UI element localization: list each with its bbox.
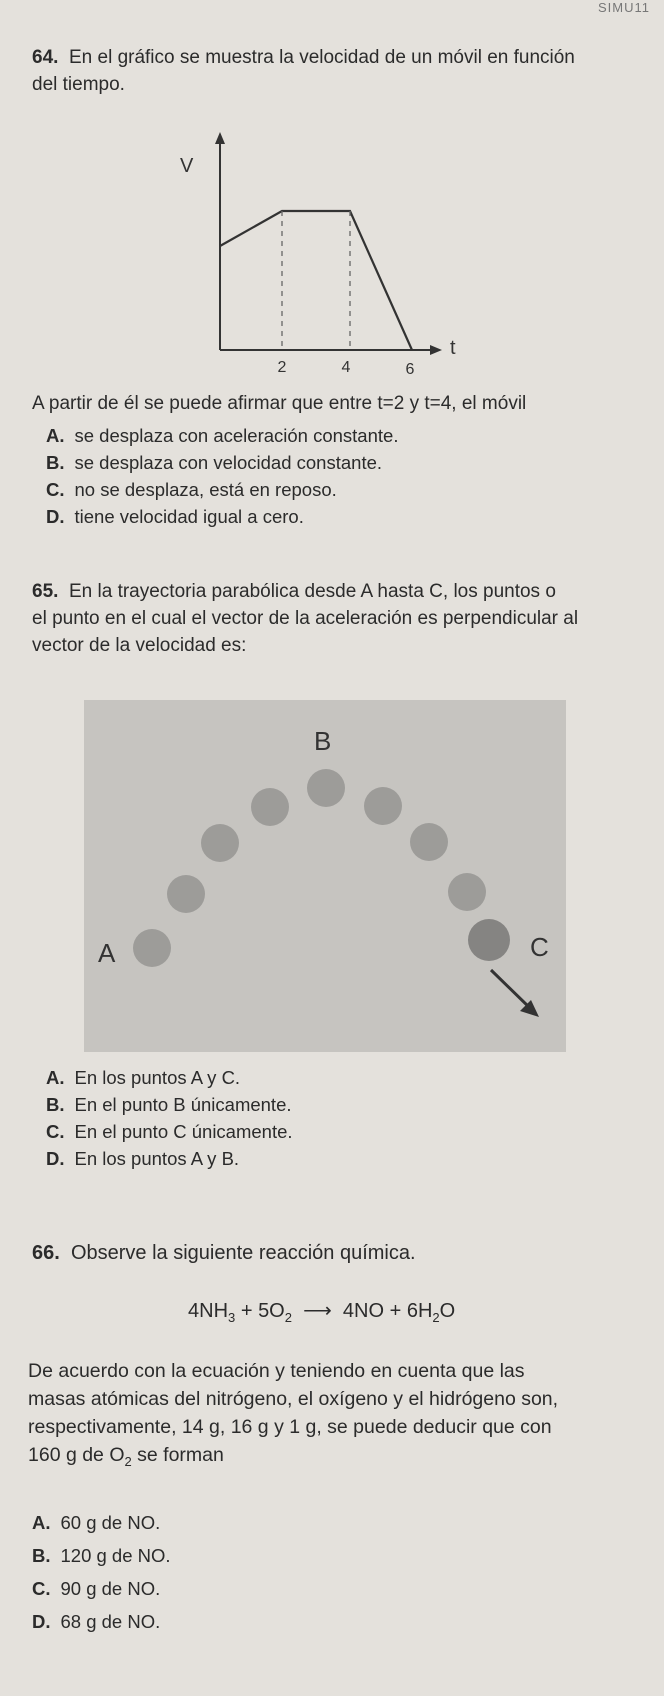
trajectory-ball-c [468, 919, 510, 961]
t-axis-arrow [430, 345, 442, 355]
trajectory-ball [448, 873, 486, 911]
q65-option-c[interactable]: C. En el punto C únicamente. [46, 1121, 293, 1142]
q65-number: 65. [32, 581, 59, 602]
page-code: SIMU11 [598, 0, 650, 15]
trajectory-ball [410, 823, 448, 861]
q65-options [46, 1064, 293, 1172]
velocity-curve [220, 211, 412, 350]
q64-stem-line2: del tiempo. [32, 74, 125, 95]
label-b: B [314, 726, 332, 756]
q64-option-a[interactable]: A. se desplaza con aceleración constante. [46, 425, 399, 446]
chemical-equation: $4NH_3 + 5O_2$ ⟶ $4NO + 6H_2O$ [188, 1300, 456, 1325]
q65-option-d[interactable]: D. En los puntos A y B. [46, 1148, 240, 1169]
x-axis-label: t [450, 337, 456, 359]
q64-stem [32, 44, 652, 98]
q64-stem-line1: En el gráfico se muestra la velocidad de un móvil en función [68, 47, 575, 68]
label-c: C [530, 932, 549, 962]
velocity-time-graph [170, 128, 460, 380]
q66-option-c[interactable]: C. 90 g de NO. [32, 1578, 161, 1599]
v-axis-arrow [215, 132, 225, 144]
y-axis-label: V [180, 155, 194, 177]
tick-label-4: 4 [341, 359, 351, 376]
trajectory-ball-b [307, 769, 345, 807]
q66-option-a[interactable]: A. 60 g de NO. [32, 1512, 161, 1533]
q64-option-d[interactable]: D. tiene velocidad igual a cero. [46, 506, 304, 527]
q66-stem [32, 1240, 416, 1267]
trajectory-ball [251, 788, 289, 826]
q66-body: De acuerdo con la ecuación y teniendo en cuenta que las masas atómicas del nitrógeno, el oxígeno y el hidrógeno son, respectivamente, 14 g, 16 g y 1 g, se puede deducir que con 160 g de $O_2$ se forman [28, 1360, 559, 1469]
q66-option-b[interactable]: B. 120 g de NO. [32, 1545, 171, 1566]
q65-stem-line3: vector de la velocidad es: [32, 635, 247, 656]
tick-label-2: 2 [277, 359, 287, 376]
q64-options [46, 422, 398, 530]
q65-option-a[interactable]: A. En los puntos A y C. [46, 1067, 241, 1088]
q65-stem-line2: el punto en el cual el vector de la aceleración es perpendicular al [32, 608, 579, 629]
parabolic-trajectory-figure [84, 700, 566, 1052]
q65-option-b[interactable]: B. En el punto B únicamente. [46, 1094, 292, 1115]
q66-stem-text: Observe la siguiente reacción química. [70, 1242, 416, 1264]
q64-option-b[interactable]: B. se desplaza con velocidad constante. [46, 452, 383, 473]
q65-stem-line1: En la trayectoria parabólica desde A hasta C, los puntos o [68, 581, 556, 602]
reaction-arrow: ⟶ [303, 1300, 332, 1322]
q65-stem [32, 578, 652, 659]
trajectory-ball [167, 875, 205, 913]
tick-label-6: 6 [405, 361, 415, 378]
q66-number: 66. [32, 1242, 60, 1264]
label-a: A [98, 938, 116, 968]
q64-option-c[interactable]: C. no se desplaza, está en reposo. [46, 479, 337, 500]
trajectory-ball [201, 824, 239, 862]
q66-option-d[interactable]: D. 68 g de NO. [32, 1611, 161, 1632]
q64-number: 64. [32, 47, 59, 68]
q64-prompt: A partir de él se puede afirmar que entre t=2 y t=4, el móvil [32, 393, 527, 414]
q66-options [32, 1506, 171, 1638]
trajectory-ball [364, 787, 402, 825]
trajectory-ball-a [133, 929, 171, 967]
